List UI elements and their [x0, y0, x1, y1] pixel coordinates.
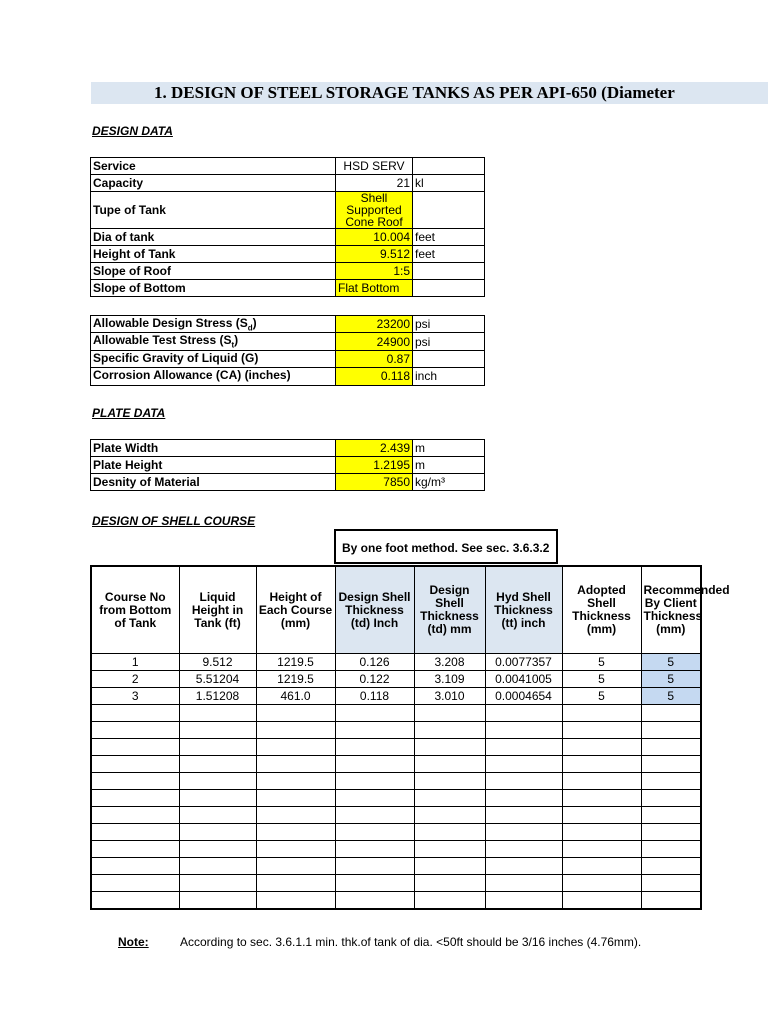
row-value: 7850	[336, 474, 413, 491]
empty-cell	[562, 892, 641, 910]
empty-cell	[179, 722, 256, 739]
row-value: 0.87	[336, 350, 413, 367]
row-unit: psi	[413, 316, 485, 333]
empty-cell	[256, 824, 335, 841]
table-cell: 5	[641, 654, 701, 671]
empty-cell	[91, 756, 179, 773]
row-unit	[413, 280, 485, 297]
row-label: Capacity	[91, 175, 336, 192]
empty-cell	[335, 773, 414, 790]
section-plate-data: PLATE DATA	[92, 406, 166, 420]
design-data-row	[91, 246, 485, 263]
empty-cell	[641, 875, 701, 892]
table-cell: 3	[91, 688, 179, 705]
empty-cell	[335, 858, 414, 875]
empty-cell	[414, 841, 485, 858]
row-value: Flat Bottom	[336, 280, 413, 297]
empty-cell	[414, 722, 485, 739]
design-data-row	[91, 175, 485, 192]
empty-cell	[562, 858, 641, 875]
row-value: 2.439	[336, 440, 413, 457]
empty-cell	[641, 807, 701, 824]
empty-cell	[562, 722, 641, 739]
design-data-table	[90, 157, 485, 297]
empty-cell	[179, 841, 256, 858]
empty-cell	[179, 807, 256, 824]
empty-cell	[335, 824, 414, 841]
row-unit	[413, 192, 485, 229]
row-label	[91, 368, 336, 385]
empty-cell	[256, 858, 335, 875]
empty-cell	[485, 875, 562, 892]
column-header: Hyd Shell Thickness (tt) inch	[485, 566, 562, 654]
empty-cell	[562, 773, 641, 790]
empty-cell	[485, 841, 562, 858]
column-header: Liquid Height in Tank (ft)	[179, 566, 256, 654]
table-cell: 1	[91, 654, 179, 671]
table-cell: 0.122	[335, 671, 414, 688]
table-cell: 0.0077357	[485, 654, 562, 671]
row-label	[91, 316, 336, 333]
table-cell: 0.0041005	[485, 671, 562, 688]
empty-cell	[91, 790, 179, 807]
empty-cell	[641, 722, 701, 739]
row-unit: inch	[413, 368, 485, 385]
column-header: Course No from Bottom of Tank	[91, 566, 179, 654]
row-unit: m	[413, 457, 485, 474]
design-data-row	[91, 192, 485, 229]
table-cell: 461.0	[256, 688, 335, 705]
empty-cell	[641, 773, 701, 790]
table-cell: 5.51204	[179, 671, 256, 688]
empty-cell	[335, 875, 414, 892]
empty-cell	[641, 892, 701, 910]
empty-cell	[485, 773, 562, 790]
row-value: 10.004	[336, 229, 413, 246]
table-cell: 5	[562, 688, 641, 705]
empty-cell	[562, 790, 641, 807]
stress-data-row	[91, 333, 485, 350]
empty-cell	[562, 705, 641, 722]
empty-cell	[562, 824, 641, 841]
empty-cell	[335, 756, 414, 773]
row-unit	[413, 158, 485, 175]
empty-cell	[179, 739, 256, 756]
row-value: Shell Supported Cone Roof	[336, 192, 413, 229]
empty-cell	[91, 858, 179, 875]
empty-cell	[414, 807, 485, 824]
empty-cell	[179, 892, 256, 910]
empty-cell	[91, 892, 179, 910]
row-unit: psi	[413, 333, 485, 350]
row-value: 21	[336, 175, 413, 192]
empty-cell	[485, 790, 562, 807]
empty-row	[91, 790, 701, 807]
shell-course-table	[90, 565, 730, 910]
row-unit: m	[413, 440, 485, 457]
empty-cell	[641, 739, 701, 756]
row-value: HSD SERV	[336, 158, 413, 175]
row-label: Desnity of Material	[91, 474, 336, 491]
empty-cell	[335, 841, 414, 858]
row-label-text: Allowable Test Stress (S	[93, 333, 232, 348]
row-label: Slope of Roof	[91, 263, 336, 280]
empty-row	[91, 739, 701, 756]
table-cell: 5	[562, 671, 641, 688]
row-value: 1:5	[336, 263, 413, 280]
row-unit: kl	[413, 175, 485, 192]
empty-cell	[256, 773, 335, 790]
empty-cell	[179, 824, 256, 841]
stress-data-row	[91, 368, 485, 385]
title-bar	[91, 82, 768, 104]
empty-row	[91, 705, 701, 722]
empty-cell	[335, 739, 414, 756]
empty-cell	[641, 841, 701, 858]
empty-cell	[256, 790, 335, 807]
empty-cell	[641, 824, 701, 841]
empty-cell	[91, 875, 179, 892]
row-unit: feet	[413, 246, 485, 263]
column-header: Recommended By Client Thickness (mm)	[641, 566, 701, 654]
row-label-text: Allowable Design Stress (S	[93, 316, 248, 330]
empty-cell	[179, 875, 256, 892]
empty-cell	[485, 892, 562, 910]
table-cell: 3.109	[414, 671, 485, 688]
row-label-text: Specific Gravity of Liquid (G)	[93, 350, 259, 365]
row-label: Height of Tank	[91, 246, 336, 263]
table-cell: 2	[91, 671, 179, 688]
empty-cell	[91, 739, 179, 756]
empty-cell	[335, 705, 414, 722]
empty-cell	[414, 756, 485, 773]
column-header: Design Shell Thickness (td) mm	[414, 566, 485, 654]
empty-cell	[641, 705, 701, 722]
empty-cell	[562, 807, 641, 824]
empty-cell	[256, 875, 335, 892]
empty-cell	[414, 892, 485, 910]
empty-row	[91, 773, 701, 790]
table-cell: 5	[641, 671, 701, 688]
row-label-tail: )	[234, 333, 239, 348]
shell-header-row	[91, 566, 701, 654]
empty-cell	[91, 705, 179, 722]
row-value: 0.118	[336, 368, 413, 385]
method-note: By one foot method. See sec. 3.6.3.2	[342, 541, 550, 555]
table-cell: 3.208	[414, 654, 485, 671]
table-cell: 5	[641, 688, 701, 705]
plate-data-row	[91, 440, 485, 457]
row-label: Dia of tank	[91, 229, 336, 246]
empty-row	[91, 824, 701, 841]
table-row	[91, 671, 701, 688]
empty-cell	[485, 722, 562, 739]
row-value: 24900	[336, 333, 413, 350]
empty-cell	[179, 705, 256, 722]
plate-data-row	[91, 474, 485, 491]
stress-data-row	[91, 350, 485, 367]
empty-cell	[256, 841, 335, 858]
table-row	[91, 654, 701, 671]
empty-cell	[485, 807, 562, 824]
empty-cell	[91, 841, 179, 858]
column-header: Height of Each Course (mm)	[256, 566, 335, 654]
design-data-row	[91, 158, 485, 175]
empty-cell	[641, 790, 701, 807]
empty-cell	[256, 705, 335, 722]
empty-cell	[414, 858, 485, 875]
empty-cell	[179, 790, 256, 807]
note-label: Note:	[118, 935, 149, 949]
empty-cell	[485, 858, 562, 875]
row-unit	[413, 350, 485, 367]
row-label: Tupe of Tank	[91, 192, 336, 229]
empty-cell	[91, 773, 179, 790]
page-title: 1. DESIGN OF STEEL STORAGE TANKS AS PER API-650 (Diameter	[154, 83, 675, 102]
section-shell-course: DESIGN OF SHELL COURSE	[92, 514, 256, 528]
row-value: 9.512	[336, 246, 413, 263]
empty-row	[91, 892, 701, 910]
empty-cell	[414, 773, 485, 790]
design-data-row	[91, 263, 485, 280]
empty-cell	[91, 807, 179, 824]
plate-data-table	[90, 439, 485, 491]
empty-cell	[91, 722, 179, 739]
empty-cell	[562, 841, 641, 858]
column-header: Adopted Shell Thickness (mm)	[562, 566, 641, 654]
empty-cell	[179, 756, 256, 773]
column-header: Design Shell Thickness (td) Inch	[335, 566, 414, 654]
empty-cell	[641, 756, 701, 773]
empty-row	[91, 875, 701, 892]
row-label: Slope of Bottom	[91, 280, 336, 297]
empty-cell	[335, 790, 414, 807]
row-label-sub: d	[247, 323, 253, 333]
empty-cell	[414, 705, 485, 722]
table-cell: 9.512	[179, 654, 256, 671]
row-label: Service	[91, 158, 336, 175]
empty-cell	[179, 773, 256, 790]
row-value: 23200	[336, 316, 413, 333]
table-cell: 0.0004654	[485, 688, 562, 705]
empty-cell	[414, 875, 485, 892]
empty-cell	[335, 807, 414, 824]
empty-row	[91, 722, 701, 739]
empty-cell	[562, 756, 641, 773]
empty-row	[91, 756, 701, 773]
empty-cell	[91, 824, 179, 841]
plate-data-row	[91, 457, 485, 474]
empty-cell	[414, 739, 485, 756]
stress-data-table	[90, 315, 485, 386]
design-data-row	[91, 229, 485, 246]
note-text: According to sec. 3.6.1.1 min. thk.of tank of dia. <50ft should be 3/16 inches (4.76mm).	[180, 935, 642, 949]
empty-cell	[179, 858, 256, 875]
empty-cell	[256, 807, 335, 824]
empty-cell	[485, 739, 562, 756]
row-label-sub: t	[231, 340, 235, 350]
empty-cell	[414, 790, 485, 807]
empty-cell	[485, 756, 562, 773]
empty-cell	[562, 739, 641, 756]
row-unit: feet	[413, 229, 485, 246]
table-cell: 5	[562, 654, 641, 671]
table-cell: 3.010	[414, 688, 485, 705]
method-note-box	[334, 529, 558, 564]
empty-cell	[256, 756, 335, 773]
empty-cell	[485, 705, 562, 722]
table-cell: 1219.5	[256, 671, 335, 688]
row-label	[91, 350, 336, 367]
table-cell: 1219.5	[256, 654, 335, 671]
table-cell: 1.51208	[179, 688, 256, 705]
empty-cell	[335, 722, 414, 739]
row-unit	[413, 263, 485, 280]
empty-row	[91, 858, 701, 875]
table-cell: 0.126	[335, 654, 414, 671]
row-label	[91, 333, 336, 350]
row-label: Plate Width	[91, 440, 336, 457]
table-cell: 0.118	[335, 688, 414, 705]
section-design-data: DESIGN DATA	[92, 124, 173, 138]
empty-cell	[335, 892, 414, 910]
empty-cell	[256, 739, 335, 756]
empty-cell	[641, 858, 701, 875]
stress-data-row	[91, 316, 485, 333]
table-row	[91, 688, 701, 705]
empty-cell	[256, 892, 335, 910]
row-unit: kg/m³	[413, 474, 485, 491]
design-data-row	[91, 280, 485, 297]
empty-cell	[485, 824, 562, 841]
empty-row	[91, 807, 701, 824]
row-value: 1.2195	[336, 457, 413, 474]
empty-cell	[562, 875, 641, 892]
empty-cell	[414, 824, 485, 841]
empty-row	[91, 841, 701, 858]
row-label: Plate Height	[91, 457, 336, 474]
row-label-text: Corrosion Allowance (CA) (inches)	[93, 368, 291, 383]
empty-cell	[256, 722, 335, 739]
row-label-tail: )	[252, 316, 257, 330]
